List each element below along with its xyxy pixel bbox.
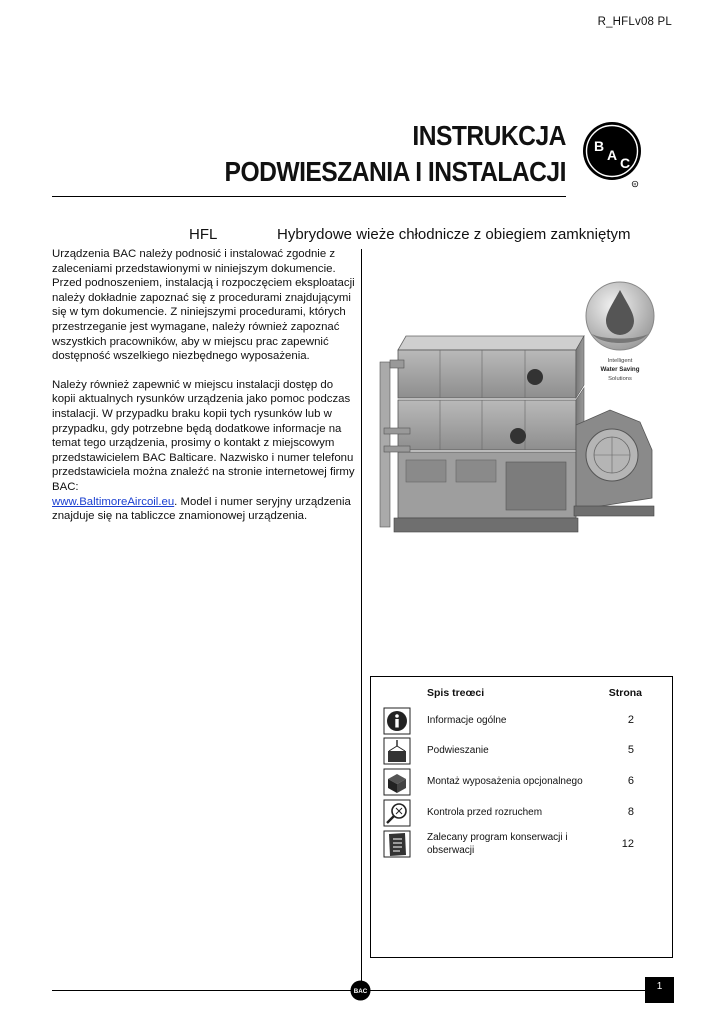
intro-text bbox=[52, 247, 356, 538]
toc-row-inspection[interactable] bbox=[371, 799, 672, 829]
accessories-icon bbox=[383, 768, 411, 796]
toc-page: 6 bbox=[627, 775, 634, 787]
document-reference: R_HFLv08 PL bbox=[597, 16, 672, 28]
checklist-icon bbox=[383, 830, 411, 858]
footer-logo-text: BAC bbox=[353, 987, 368, 995]
toc-page: 8 bbox=[627, 806, 634, 818]
table-of-contents bbox=[370, 676, 673, 958]
product-photo bbox=[370, 250, 670, 550]
title-rule bbox=[52, 196, 566, 197]
bac-logo bbox=[582, 120, 642, 188]
svg-text:C: C bbox=[619, 155, 631, 171]
toc-label: Informacje ogólne bbox=[427, 715, 507, 726]
intro-paragraph-2-text: Należy również zapewnić w miejscu instalacji dostęp do kopii aktualnych rysunków urządzenia jako pomoc podczas instalacji. W przypadku braku kopii tych rysunków lub w przypadku, gdy potrzebne będą dodatkowe informacje na temat tego urządzenia, prosimy o kontakt z miejscowym przedstawicielem BAC Balticare. Nazwisko i numer telefonu przedstawiciela można znaleźć na stronie internetowej firmy BAC: bbox=[52, 378, 355, 493]
intro-paragraph-1: Urządzenia BAC należy podnosić i instalować zgodnie z zaleceniami przedstawionymi w niniejszym dokumencie. Przed podnoszeniem, instalacją i rozpoczęciem eksploatacji należy dokładnie zapoznać się z procedurami znajdującymi się w tym dokumencie. Z niniejszymi procedurami, których przestrzeganie jest wymagane, należy również zapoznać wszystkich pracowników, aby w miejscu prac zapewnić dostępność wszelkiego niezbędnego wyposażenia. bbox=[52, 248, 355, 363]
svg-text:A: A bbox=[606, 147, 618, 163]
toc-page: 12 bbox=[621, 838, 634, 850]
badge-line-3: Solutions bbox=[608, 376, 632, 382]
info-icon bbox=[383, 707, 411, 735]
toc-row-accessories[interactable] bbox=[371, 768, 672, 798]
toc-label: Montaż wyposażenia opcjonalnego bbox=[427, 776, 583, 787]
toc-row-maintenance[interactable] bbox=[371, 830, 672, 866]
svg-text:R: R bbox=[633, 181, 637, 187]
toc-label: Zalecany program konserwacji i obserwacji bbox=[427, 832, 568, 856]
toc-label: Podwieszanie bbox=[427, 745, 489, 756]
water-saving-badge bbox=[586, 282, 654, 386]
page-title bbox=[225, 118, 566, 190]
inspection-icon bbox=[383, 799, 411, 827]
toc-row-general-info[interactable] bbox=[371, 707, 672, 737]
svg-text:B: B bbox=[593, 138, 605, 154]
toc-page: 2 bbox=[627, 714, 634, 726]
footer-bac-logo bbox=[350, 980, 371, 1001]
column-divider bbox=[361, 249, 362, 994]
bac-website-link[interactable]: www.BaltimoreAircoil.eu bbox=[52, 495, 175, 508]
title-line-2: PODWIESZANIA I INSTALACJI bbox=[224, 156, 566, 187]
product-code: HFL bbox=[189, 226, 218, 243]
page-number: 1 bbox=[645, 977, 674, 1003]
toc-label: Kontrola przed rozruchem bbox=[427, 807, 543, 818]
product-description: Hybrydowe wieże chłodnicze z obiegiem zamkniętym bbox=[277, 226, 631, 243]
intro-paragraph-2-end: . Model i numer seryjny urządzenia znajduje się na tabliczce znamionowej urządzenia. bbox=[52, 495, 351, 523]
intro-paragraph-2 bbox=[52, 378, 356, 524]
toc-row-rigging[interactable] bbox=[371, 737, 672, 767]
rigging-icon bbox=[383, 737, 411, 765]
title-line-1: INSTRUKCJA bbox=[412, 120, 566, 151]
toc-header-page: Strona bbox=[608, 687, 642, 699]
toc-page: 5 bbox=[627, 744, 634, 756]
badge-line-2: Water Saving bbox=[600, 366, 640, 373]
footer-rule bbox=[52, 990, 646, 991]
toc-header-title: Spis treœci bbox=[427, 687, 485, 699]
badge-line-1: Intelligent bbox=[607, 358, 633, 364]
